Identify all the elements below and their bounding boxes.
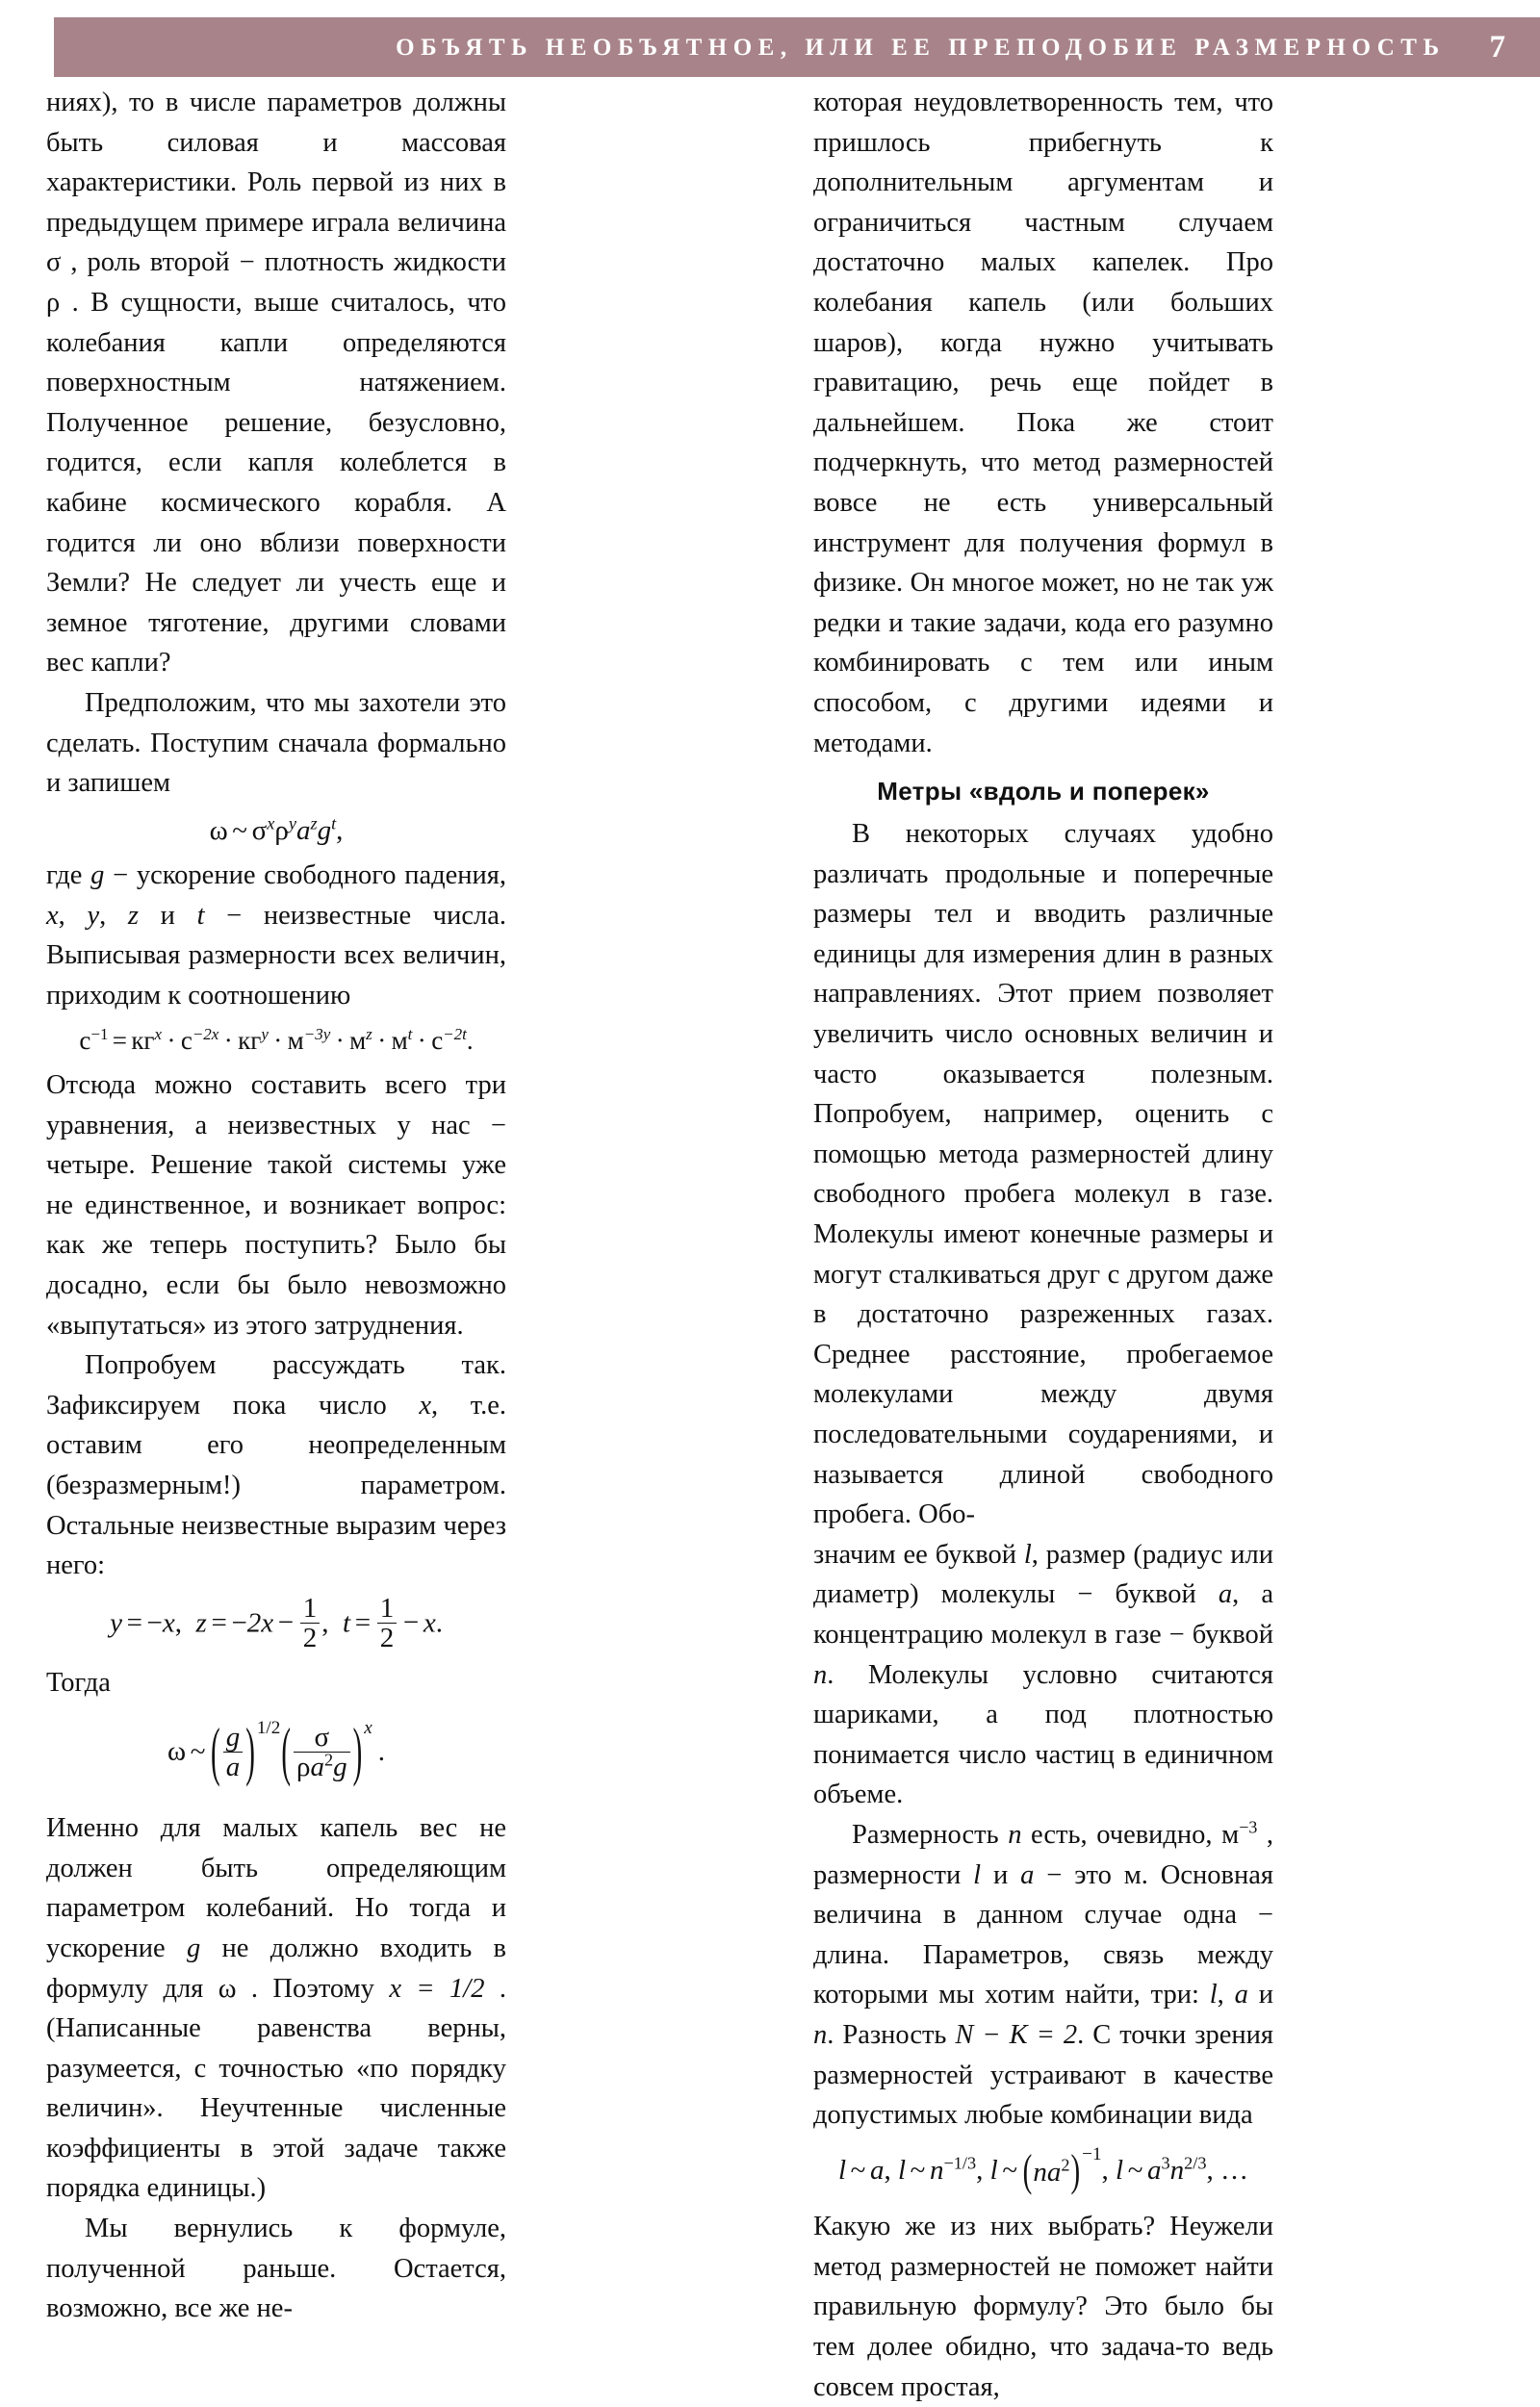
math-fraction-one-half [300,1594,321,1653]
right-paren: ) [352,1716,363,1789]
math-sigma: σ [251,814,268,846]
math-rho: ρ [274,814,289,846]
math-minus: − [402,1607,420,1639]
math-exponent-3: 3 [1161,2153,1170,2173]
page-number: 7 [1489,29,1505,64]
equation-omega-big-fraction [46,1716,506,1789]
running-head [54,17,1540,77]
math-unit-kg: кг [238,1026,262,1056]
paragraph: которая неудовлетворенность тем, что пришлось прибегнуть к дополнительным аргументам и ограничиться частным случаем достаточно малых капелек. Про колебания капель (или больших шаров), когда нужно учитывать гравитацию, речь еще пойдет в дальнейшем. Пока же стоит подчеркнуть, что метод размерностей вовсе не есть универсальный инструмент для получения формул в физике. Он многое может, но не так уж редки и такие задачи, кода его разумно комбинировать с тем или иным способом, с другими идеями и методами. [813,88,1273,758]
math-rho: ρ [295,1751,311,1782]
text-run: . Разность [827,2019,956,2050]
fraction-numerator: σ [314,1721,330,1753]
math-l: l [897,2154,907,2186]
text-run: и [981,1859,1021,1890]
math-y: y [87,900,100,931]
fraction-numerator: 1 [302,1593,318,1625]
text-run: значим ее буквой [813,1539,1024,1570]
text-run: , размер (радиус или диаметр) молекулы − буквой [813,1539,1273,1610]
math-comma: , [1206,2154,1214,2186]
text-run: , т.е. оставим его неопределенным (безразмерным!) параметром. Остальные неизвестные выразим через него: [46,1390,506,1581]
math-minus: − [277,1607,295,1639]
math-exponent-x: x [267,813,275,833]
math-l: l [837,2154,847,2186]
math-exponent: −3y [303,1025,331,1044]
text-run: , [58,900,88,931]
math-exponent-2: 2 [323,1750,334,1770]
right-paren: ) [245,1716,255,1789]
math-x-equals-half: x = 1/2 [389,1973,485,2004]
text-run: . С точки зрения размерностей устраивают в качестве допустимых любые комбинации вида [813,2019,1273,2131]
math-exponent-two-thirds: 2/3 [1184,2153,1207,2173]
text-run: Размерность [852,1819,1009,1850]
math-exponent-minus-one: −1 [1082,2143,1102,2164]
math-tilde: ~ [910,2154,926,2186]
math-y: y [110,1607,122,1639]
equation-omega-sigma-rho-a-g [46,813,506,848]
math-t: t [196,900,205,931]
math-exponent: −1 [90,1025,109,1044]
math-l: l [1116,2154,1124,2186]
math-unit-meter: м [287,1026,304,1056]
math-tilde: ~ [1127,2154,1143,2186]
fraction-denominator: a [223,1752,244,1781]
math-l: l [1023,1539,1032,1570]
equation-l-combinations [813,2143,1273,2196]
math-n: n [813,1659,828,1690]
math-n: n [813,2019,828,2050]
math-a: a [295,814,311,846]
text-run: и [1247,1980,1273,2010]
math-z: z [127,900,139,931]
math-exponent-one-half: 1/2 [256,1718,281,1739]
math-a: a [1147,2154,1162,2186]
math-group [221,1721,245,1783]
left-paren: ( [211,1716,220,1789]
text-run: не должно входить в формулу для [46,1933,506,2004]
math-comma: , [336,814,344,846]
math-tilde: ~ [190,1735,206,1767]
math-unit-meter [1221,1817,1258,1850]
math-tilde: ~ [1002,2154,1018,2186]
math-minus: − [146,1607,163,1639]
fraction-denominator: 2 [300,1623,321,1652]
paragraph: Отсюда можно составить всего три уравнения, а неизвестных у нас − четыре. Решение такой системы уже не единственное, и возникает вопрос: как же теперь поступить? Было бы досадно, если бы было невозможно «выпутаться» из этого затруднения. [46,1070,506,1341]
math-equals: = [211,1607,227,1639]
text-run: есть, очевидно, [1021,1819,1222,1850]
math-g: g [90,859,105,890]
text-run: . Молекулы условно считаются шариками, а под плотностью понимается число частиц в единичном объеме. [813,1659,1273,1810]
math-comma: , [174,1607,183,1639]
math-g: g [317,814,332,846]
text-run: . Поэтому [236,1973,390,2004]
text-run: , [99,900,128,931]
math-unit-symbol: м [1221,1819,1240,1850]
paragraph [46,1345,506,1586]
right-column [813,83,1273,2407]
equation-dimensions [46,1025,506,1058]
math-dot: · [377,1026,387,1056]
math-omega: ω [218,1973,237,2004]
math-period: . [435,1607,443,1639]
math-a: a [1234,1980,1248,2010]
math-exponent: y [261,1025,269,1044]
math-g: g [186,1933,201,1963]
math-n: n [930,2154,944,2186]
paragraph: Какую же из них выбрать? Неужели метод размерностей не поможет найти правильную формулу? Это было бы тем долее обидно, что задача-то ведь совсем простая, [813,2212,1273,2402]
math-a: a [1218,1579,1233,1610]
page-body [0,83,1540,2402]
math-exponent-z: z [310,813,318,833]
math-fraction-g-over-a [223,1723,244,1782]
paragraph: В некоторых случаях удобно различать продольные и поперечные размеры тел и вводить различные единицы для измерения длин в разных направлениях. Этот прием позволяет увеличить число основных величин и часто оказывается полезным. Попробуем, например, оценить с помощью метода размерностей длину свободного пробега молекул в газе. Молекулы имеют конечные размеры и могут сталкиваться друг с другом даже в достаточно разреженных газах. Среднее расстояние, пробегаемое молекулами между двумя последовательными соударениями, и называется длиной свободного пробега. Обо- [813,819,1273,1530]
math-exponent: −2t [443,1025,467,1044]
text-run: . (Написанные равенства верны, разумеется, с точностью «по порядку величин». Неучтенные численные коэффициенты в этой задаче также порядка единицы.) [46,1973,507,2204]
math-comma: , [321,1607,329,1639]
fraction-numerator: g [225,1721,241,1753]
math-comma: , [884,2154,891,2186]
math-l: l [973,1859,982,1890]
paragraph: Предположим, что мы захотели это сделать. Поступим сначала формально и запишем [46,687,506,799]
math-exponent-t: t [331,813,337,833]
text-run: , а концентрацию молекул в газе − буквой [813,1579,1273,1650]
math-a: a [869,2154,885,2186]
paragraph [813,1535,1273,1815]
math-N-minus-K-equals-2: N − K = 2 [955,2019,1078,2050]
math-omega: ω [167,1735,187,1767]
math-ellipsis: … [1220,2154,1249,2186]
paragraph: ниях), то в числе параметров должны быть силовая и массовая характеристики. Роль первой из них в предыдущем примере играла величина σ , роль второй − плотность жидкости ρ . В сущности, выше считалось, что колебания капли определяются поверхностным натяжением. Полученное решение, безусловно, годится, если капля колеблется в кабине космического корабля. А годится ли оно вблизи поверхности Земли? Не следует ли учесть еще и земное тяготение, другими словами вес капли? [46,88,506,679]
text-run: Именно для малых капель вес не должен быть определяющим параметром колебаний. Но тогда и ускорение [46,1813,506,1963]
math-exponent-y: y [288,813,296,833]
math-minus: − [231,1607,247,1639]
math-t: t [343,1607,351,1639]
math-unit-second: с [431,1026,444,1056]
math-n: n [1033,2156,1047,2188]
math-group [292,1721,352,1783]
left-paren: ( [281,1716,291,1789]
math-fraction-sigma-over-rho-a2-g [294,1723,350,1782]
paragraph: Мы вернулись к формуле, полученной раньше. Остается, возможно, все же не- [46,2214,506,2324]
math-dot: · [335,1026,345,1056]
paragraph [46,1808,506,2209]
math-exponent: −3 [1239,1817,1258,1837]
math-tilde: ~ [850,2154,866,2186]
math-comma: , [976,2154,984,2186]
math-fraction-one-half [377,1594,398,1653]
math-dot: · [223,1026,233,1056]
right-paren: ) [1070,2146,1081,2196]
math-dot: · [417,1026,426,1056]
math-unit-second: с [79,1026,91,1056]
math-tilde: ~ [232,814,247,846]
math-exponent: t [407,1025,413,1044]
math-exponent: z [366,1025,372,1044]
fraction-denominator: 2 [377,1623,398,1652]
math-exponent-2: 2 [1061,2155,1070,2175]
paragraph: Тогда [46,1667,111,1698]
math-equals: = [112,1026,127,1056]
fraction-denominator [294,1752,350,1781]
text-run: Попробуем рассуждать так. Зафиксируем пока число [46,1350,506,1421]
math-x: x [162,1607,175,1639]
math-equals: = [354,1607,372,1639]
text-run: где [46,859,91,890]
math-omega: ω [209,814,228,846]
fraction-numerator: 1 [379,1593,395,1625]
math-l: l [989,2154,998,2186]
math-exponent: −2x [192,1025,219,1044]
math-comma: , [1101,2154,1109,2186]
math-dot: · [273,1026,283,1056]
left-column [46,83,506,2329]
math-unit-kg: кг [131,1026,155,1056]
math-2x: 2x [246,1607,274,1639]
math-unit-meter: м [391,1026,408,1056]
math-exponent-minus-one-third: −1/3 [943,2153,977,2173]
section-heading: Метры «вдоль и поперек» [877,777,1210,807]
math-a: a [1020,1859,1035,1890]
text-run: и [139,900,197,931]
math-exponent-x: x [364,1718,372,1739]
paragraph [46,856,506,1015]
equation-y-z-t-solutions [46,1593,506,1655]
math-x: x [423,1607,436,1639]
math-a: a [1046,2156,1062,2188]
paragraph [813,1815,1273,2136]
math-dot: · [167,1026,176,1056]
math-equals: = [126,1607,142,1639]
math-z: z [195,1607,207,1639]
left-paren: ( [1022,2146,1033,2196]
math-exponent: x [154,1025,163,1044]
text-run: , размерности [813,1819,1274,1890]
math-x: x [46,900,59,931]
math-x: x [419,1390,431,1421]
math-unit-meter: м [349,1026,367,1056]
text-run: − ускорение свободного падения, [104,859,507,890]
text-run: − неизвестные числа. Выписывая размерности всех величин, приходим к соотношению [46,900,507,1011]
math-group [1033,2155,1069,2189]
math-unit-second: с [180,1026,192,1056]
running-head-title: ОБЪЯТЬ НЕОБЪЯТНОЕ, ИЛИ ЕЕ ПРЕПОДОБИЕ РАЗМЕРНОСТЬ [396,34,1446,61]
text-run: , [1217,1980,1235,2010]
math-g: g [333,1751,347,1782]
text-run: − это м. Основная величина в данном случае одна − длина. Параметров, связь между которыми мы хотим найти, три: [813,1859,1273,2010]
math-period: . [466,1026,474,1056]
math-n: n [1008,1819,1022,1850]
math-n: n [1169,2154,1185,2186]
math-l: l [1209,1980,1218,2010]
math-a: a [310,1751,324,1782]
math-period: . [377,1735,386,1767]
